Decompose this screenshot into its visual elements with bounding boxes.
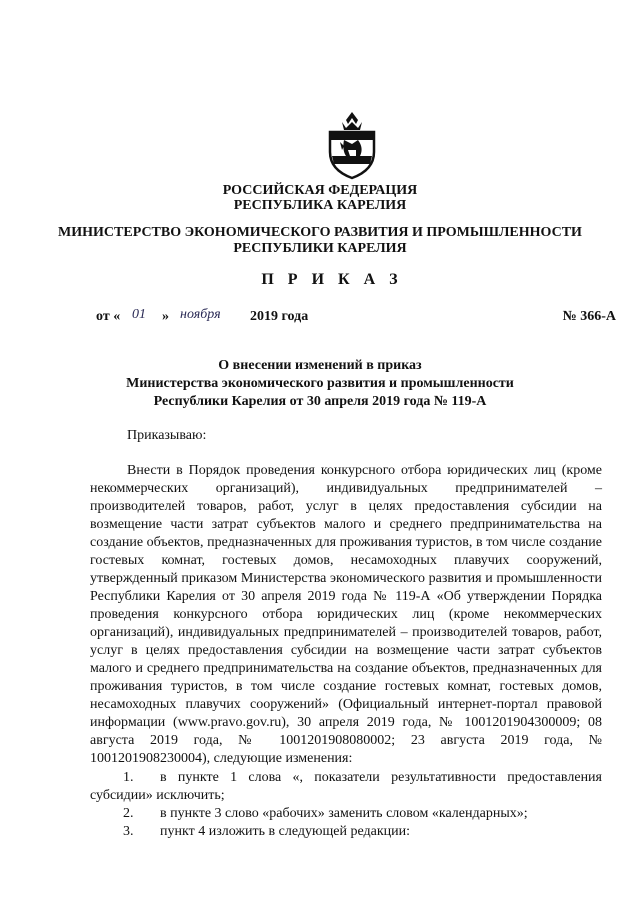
- list-item-text: пункт 4 изложить в следующей редакции:: [160, 824, 410, 839]
- list-item-number: 2.: [123, 806, 134, 821]
- date-quote-close: »: [162, 309, 169, 324]
- order-word: Приказываю:: [127, 428, 207, 443]
- title-line1: О внесении изменений в приказ: [218, 358, 422, 373]
- karelia-coat-of-arms-icon: [322, 110, 382, 180]
- republic-heading: РЕСПУБЛИКА КАРЕЛИЯ: [233, 198, 407, 213]
- handwritten-day: 01: [132, 307, 146, 322]
- date-year: 2019 года: [250, 309, 309, 324]
- document-type-heading: П Р И К А З: [261, 271, 403, 288]
- list-item-text: в пункте 1 слова «, показатели результативности предоставления субсидии» исключить;: [90, 770, 602, 803]
- list-item: [90, 805, 602, 823]
- date-number-line: [96, 309, 616, 329]
- title-line2: Министерства экономического развития и промышленности: [126, 376, 514, 391]
- intro-paragraph: Внести в Порядок проведения конкурсного отбора юридических лиц (кроме некоммерческих организаций), индивидуальных предпринимателей – производителей товаров, работ, услуг в целях предоставления субсидии на возмещение части затрат субъектов малого и среднего предпринимательства на создание объектов, предназначенных для проживания туристов, в том числе создание гостевых комнат, гостевых домов, несамоходных плавучих сооружений, утвержденный приказом Министерства экономического развития и промышленности Республики Карелия от 30 апреля 2019 года № 119-А «Об утверждении Порядка проведения конкурсного отбора юридических лиц (кроме некоммерческих организаций), индивидуальных предпринимателей – производителей товаров, работ, услуг в целях предоставления субсидии на возмещение части затрат субъектов малого и среднего предпринимательства на создание объектов, предназначенных для проживания туристов, в том числе создание гостевых комнат, гостевых домов, несамоходных плавучих сооружений» (Официальный интернет-портал правовой информации (www.pravo.gov.ru), 30 апреля 2019 года, № 1001201904300009; 08 августа 2019 года, № 1001201908080002; 23 августа 2019 года, № 1001201908230004), следующие изменения:: [90, 463, 602, 766]
- list-item-number: 3.: [123, 824, 134, 839]
- date-prefix: от «: [96, 309, 121, 324]
- order-number: № 366-А: [562, 309, 616, 324]
- list-item-text: в пункте 3 слово «рабочих» заменить словом «календарных»;: [160, 806, 528, 821]
- title-line3: Республики Карелия от 30 апреля 2019 года № 119-А: [153, 394, 487, 409]
- ministry-heading-line1: МИНИСТЕРСТВО ЭКОНОМИЧЕСКОГО РАЗВИТИЯ И ПРОМЫШЛЕННОСТИ: [58, 225, 582, 240]
- list-item: [90, 823, 602, 841]
- ministry-heading-line2: РЕСПУБЛИКИ КАРЕЛИЯ: [233, 241, 407, 256]
- handwritten-month: ноября: [180, 307, 221, 322]
- list-item: [90, 769, 602, 805]
- federation-heading: РОССИЙСКАЯ ФЕДЕРАЦИЯ: [222, 183, 418, 198]
- list-item-number: 1.: [123, 770, 134, 785]
